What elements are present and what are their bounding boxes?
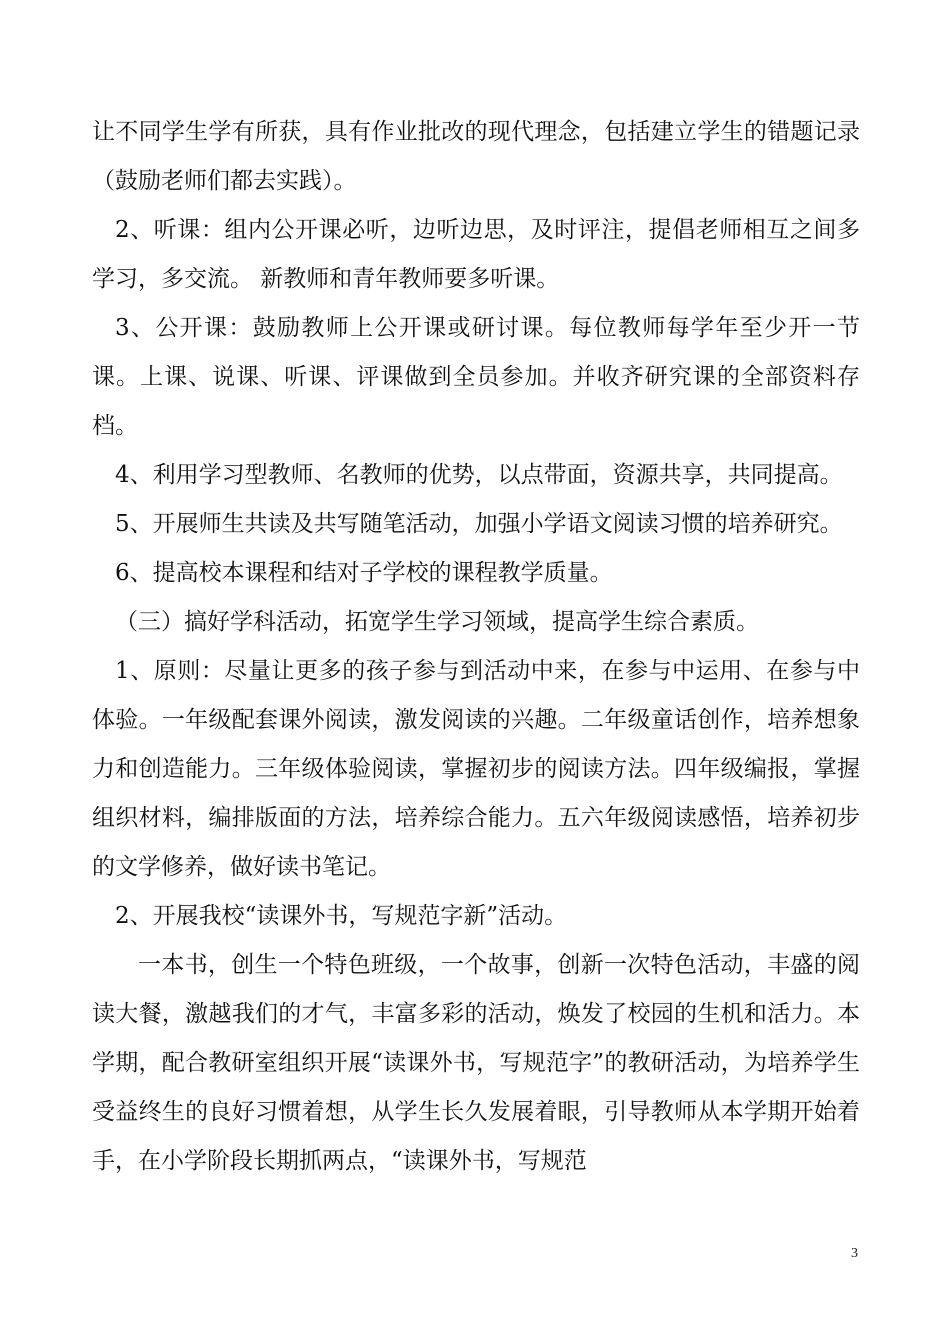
- paragraph-9: 2、开展我校“读课外书，写规范字新”活动。: [115, 903, 568, 929]
- page-number: 3: [851, 1246, 858, 1261]
- paragraph-7-section-heading: （三）搞好学科活动，拓宽学生学习领域，提高学生综合素质。: [115, 609, 759, 635]
- paragraph-10: 一本书，创生一个特色班级，一个故事，创新一次特色活动，丰盛的阅读大餐，激越我们的才气，丰富多彩的活动，焕发了校园的生机和活力。本学期，配合教研室组织开展“读课外书，写规范字”的教研活动，为培养学生受益终生的良好习惯着想，从学生长久发展着眼，引导教师从本学期开始着手，在小学阶段长期抓两点，“读课外书，写规范: [92, 952, 860, 1174]
- document-body: [92, 108, 860, 1186]
- paragraph-2: 2、听课：组内公开课必听，边听边思，及时评注，提倡老师相互之间多学习，多交流。 新教师和青年教师要多听课。: [92, 217, 860, 292]
- paragraph-4: 4、利用学习型教师、名教师的优势，以点带面，资源共享，共同提高。: [115, 462, 843, 488]
- paragraph-3: 3、公开课：鼓励教师上公开课或研讨课。每位教师每学年至少开一节课。上课、说课、听课、评课做到全员参加。并收齐研究课的全部资料存档。: [92, 315, 860, 439]
- paragraph-1: 让不同学生学有所获，具有作业批改的现代理念，包括建立学生的错题记录（鼓励老师们都去实践）。: [92, 119, 860, 194]
- paragraph-5: 5、开展师生共读及共写随笔活动，加强小学语文阅读习惯的培养研究。: [115, 511, 843, 537]
- paragraph-6: 6、提高校本课程和结对子学校的课程教学质量。: [115, 560, 613, 586]
- paragraph-8: 1、原则：尽量让更多的孩子参与到活动中来，在参与中运用、在参与中体验。一年级配套课外阅读，激发阅读的兴趣。二年级童话创作，培养想象力和创造能力。三年级体验阅读，掌握初步的阅读方法。四年级编报，掌握组织材料，编排版面的方法，培养综合能力。五六年级阅读感悟，培养初步的文学修养，做好读书笔记。: [92, 658, 860, 880]
